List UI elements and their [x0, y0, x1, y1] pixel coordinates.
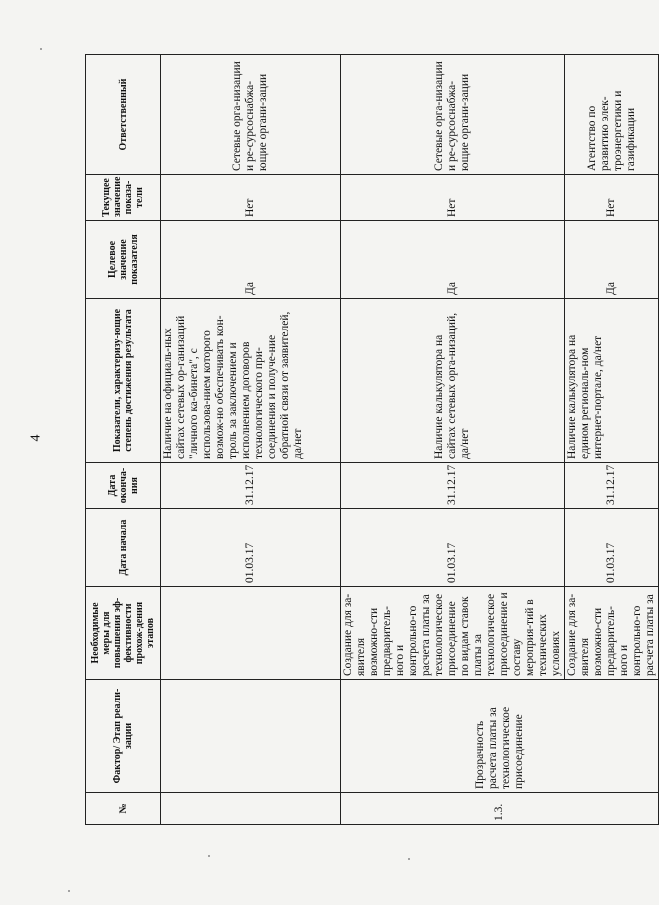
row3-start-date: 01.03.17	[565, 509, 659, 587]
scan-speck	[40, 48, 42, 50]
row3-indicator: Наличие калькулятора на едином региональ-ном интернет-портале, да/нет	[565, 299, 659, 463]
table-row	[341, 55, 565, 825]
header-target-value: Целевое значение показателя	[86, 221, 161, 299]
row2-start-date: 01.03.17	[341, 509, 565, 587]
row2-end-date: 31.12.17	[341, 463, 565, 509]
row3-target: Да	[565, 221, 659, 299]
row1-target: Да	[161, 221, 341, 299]
row3-responsible: Агентство по развитию элек-троэнергетики и газификации	[565, 55, 659, 175]
section-number: 1.3.	[341, 793, 659, 825]
table-row	[161, 55, 341, 825]
rotated-table-wrapper	[85, 55, 656, 825]
header-responsible: Ответственный	[86, 55, 161, 175]
scan-speck	[68, 890, 70, 892]
header-measures: Необходимые меры для повышения эф-фективности прохож-дения этапов	[86, 587, 161, 680]
row1-responsible: Сетевые орга-низации и ре-сурсоснабжа-ющие органи-зации	[161, 55, 341, 175]
header-start-date: Дата начала	[86, 509, 161, 587]
row1-current: Нет	[161, 175, 341, 221]
row2-indicator: Наличие калькулятора на сайтах сетевых орга-низаций, да/нет	[341, 299, 565, 463]
row2-current: Нет	[341, 175, 565, 221]
row3-measure: Создание для за-явителя возможно-сти предваритель-ного и контрольно-го расчета платы за	[565, 587, 659, 680]
row2-measure: Создание для за-явителя возможно-сти предваритель-ного и контрольно-го расчета платы за технологическое присоединение по видам ставок платы за технологическое присоединение и составу мероприя-тий в технических условиях	[341, 587, 565, 680]
row2-responsible: Сетевые орга-низации и ре-сурсоснабжа-ющие органи-зации	[341, 55, 565, 175]
scan-speck	[408, 858, 410, 860]
row2-target: Да	[341, 221, 565, 299]
section-factor: Прозрачность расчета платы за технологическое присоединение	[341, 680, 659, 793]
header-row	[86, 55, 161, 825]
row1-indicator: Наличие на официаль-ных сайтах сетевых ор-ганизаций "личного ка-бинета", с использова-нием которого возмож-но обеспечивать кон-троль за заключением и исполнением договоров технологического при-соединения и получе-ние обратной связи от заявителей, да/нет	[161, 299, 341, 463]
header-current-value: Текущее значение показа-тели	[86, 175, 161, 221]
row1-end-date: 31.12.17	[161, 463, 341, 509]
page-number: 4	[28, 434, 44, 442]
header-num: №	[86, 793, 161, 825]
header-factor: Фактор/ Этап реали-зации	[86, 680, 161, 793]
scan-speck	[208, 855, 210, 857]
header-end-date: Дата оконча-ния	[86, 463, 161, 509]
measures-table	[85, 54, 659, 825]
row1-measure	[161, 587, 341, 680]
row1-start-date: 01.03.17	[161, 509, 341, 587]
row3-end-date: 31.12.17	[565, 463, 659, 509]
header-indicator: Показатели, характеризу-ющие степень достижения результата	[86, 299, 161, 463]
row1-num	[161, 793, 341, 825]
row3-current: Нет	[565, 175, 659, 221]
row1-factor	[161, 680, 341, 793]
